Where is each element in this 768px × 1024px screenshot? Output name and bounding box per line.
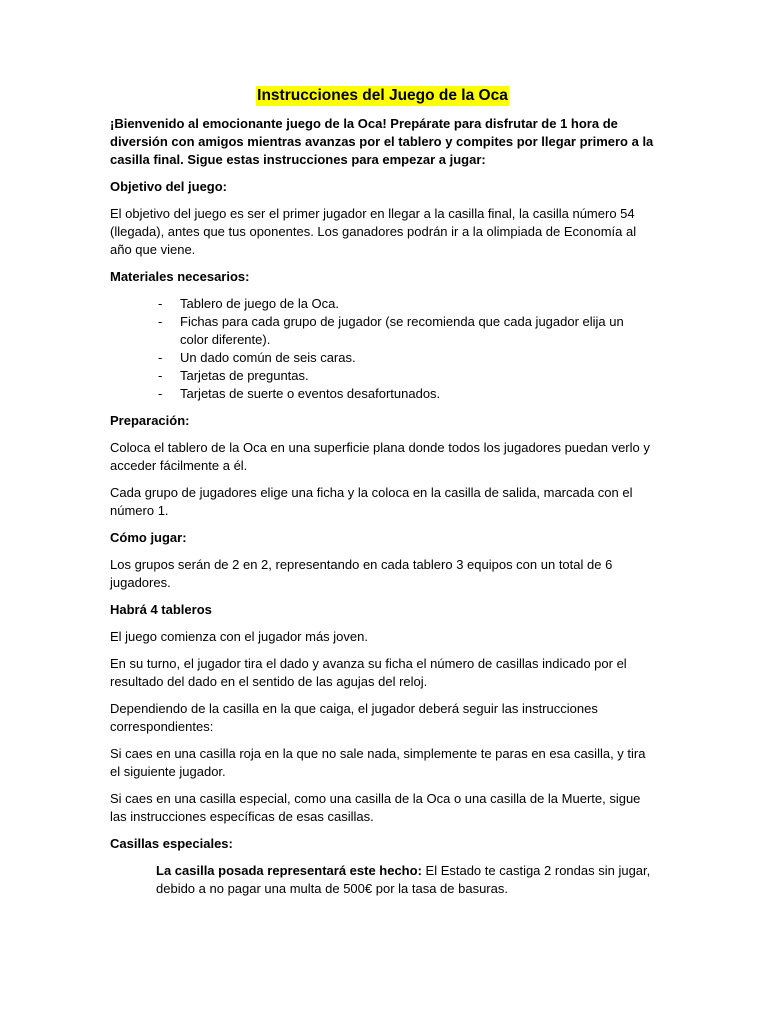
how-to-play-heading: Cómo jugar: xyxy=(110,530,187,545)
materials-item xyxy=(158,349,655,367)
materials-list xyxy=(110,295,655,403)
list-bullet: - xyxy=(158,350,163,365)
materials-item xyxy=(158,367,655,385)
materials-item-text: Tarjetas de preguntas. xyxy=(180,368,309,383)
materials-item-text: Tablero de juego de la Oca. xyxy=(180,296,339,311)
how-to-play-paragraph: Dependiendo de la casilla en la que caiga, el jugador deberá seguir las instrucciones correspondientes: xyxy=(110,701,598,734)
preparation-paragraph: Cada grupo de jugadores elige una ficha y la coloca en la casilla de salida, marcada con el número 1. xyxy=(110,485,633,518)
how-to-play-paragraph: Si caes en una casilla roja en la que no sale nada, simplemente te paras en esa casilla, y tira el siguiente jugador. xyxy=(110,746,646,779)
title-container xyxy=(110,86,655,106)
intro-paragraph: ¡Bienvenido al emocionante juego de la Oca! Prepárate para disfrutar de 1 hora de diversión con amigos mientras avanzas por el tablero y compites por llegar primero a la casilla final. Sigue estas instrucciones para empezar a jugar: xyxy=(110,116,654,167)
list-bullet: - xyxy=(158,368,163,383)
materials-item-text: Tarjetas de suerte o eventos desafortunados. xyxy=(180,386,441,401)
how-to-play-paragraph: El juego comienza con el jugador más joven. xyxy=(110,629,368,644)
how-to-play-paragraph: Si caes en una casilla especial, como una casilla de la Oca o una casilla de la Muerte, sigue las instrucciones específicas de esas casillas. xyxy=(110,791,641,824)
groups-paragraph: Los grupos serán de 2 en 2, representando en cada tablero 3 equipos con un total de 6 jugadores. xyxy=(110,557,613,590)
objective-heading: Objetivo del juego: xyxy=(110,179,228,194)
materials-item-text: Fichas para cada grupo de jugador (se recomienda que cada jugador elija un color diferente). xyxy=(180,314,624,347)
preparation-heading: Preparación: xyxy=(110,413,190,428)
boards-heading: Habrá 4 tableros xyxy=(110,602,212,617)
materials-heading: Materiales necesarios: xyxy=(110,269,250,284)
materials-item xyxy=(158,313,655,349)
list-bullet: - xyxy=(158,296,163,311)
materials-item xyxy=(158,295,655,313)
list-bullet: - xyxy=(158,314,163,329)
document-body xyxy=(110,86,655,907)
materials-item xyxy=(158,385,655,403)
materials-item-text: Un dado común de seis caras. xyxy=(180,350,356,365)
preparation-paragraph: Coloca el tablero de la Oca en una superficie plana donde todos los jugadores puedan verlo y acceder fácilmente a él. xyxy=(110,440,650,473)
special-square-label: La casilla posada representará este hecho: xyxy=(156,863,422,878)
objective-text: El objetivo del juego es ser el primer jugador en llegar a la casilla final, la casilla número 54 (llegada), antes que tus oponentes. Los ganadores podrán ir a la olimpiada de Economía al año que viene. xyxy=(110,206,637,257)
document-title: Instrucciones del Juego de la Oca xyxy=(257,87,508,104)
list-bullet: - xyxy=(158,386,163,401)
special-square-text: El Estado te castiga 2 rondas sin jugar, debido a no pagar una multa de 500€ por la tasa de basuras. xyxy=(156,863,651,896)
special-squares-heading: Casillas especiales: xyxy=(110,836,233,851)
special-square-item xyxy=(110,862,655,898)
how-to-play-paragraph: En su turno, el jugador tira el dado y avanza su ficha el número de casillas indicado por el resultado del dado en el sentido de las agujas del reloj. xyxy=(110,656,627,689)
